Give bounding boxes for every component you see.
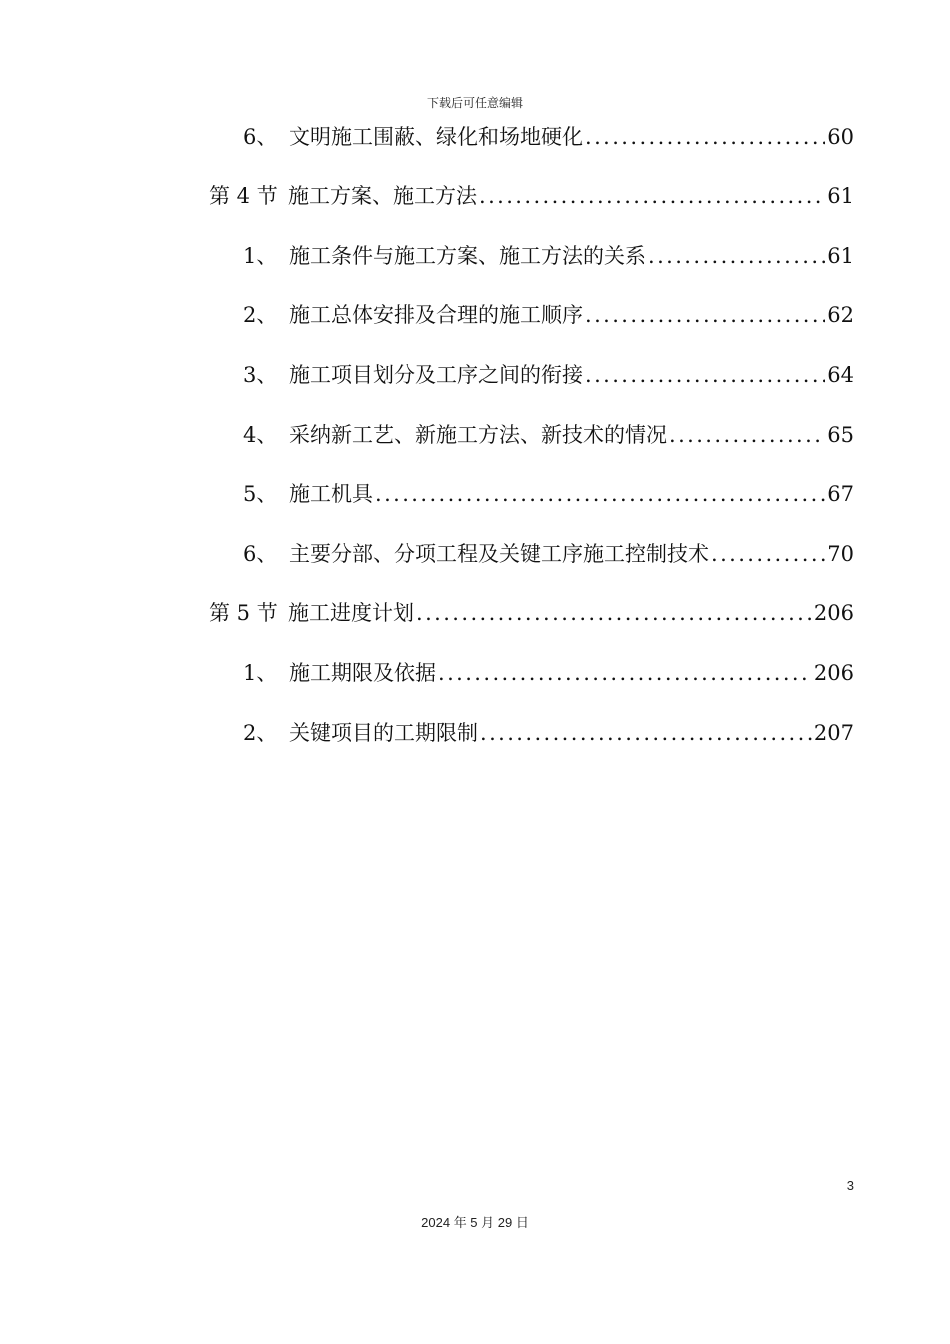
toc-entry[interactable] <box>243 479 854 509</box>
toc-entry[interactable] <box>243 122 854 152</box>
toc-entry-page: 206 <box>813 601 854 625</box>
toc-entry-title: 采纳新工艺、新施工方法、新技术的情况 <box>289 423 667 447</box>
toc-entry-page: 70 <box>827 542 854 566</box>
toc-entry-page: 61 <box>827 184 854 208</box>
header-note: 下载后可任意编辑 <box>426 96 523 110</box>
toc-entry[interactable] <box>243 420 854 450</box>
toc-entry[interactable] <box>209 598 854 628</box>
toc-leader-dots <box>669 420 825 450</box>
toc-entry[interactable] <box>243 718 854 748</box>
toc-leader-dots <box>416 598 812 628</box>
toc-entry-number: 6、 <box>243 542 278 566</box>
toc-leader-dots <box>480 718 812 748</box>
toc-entry-page: 60 <box>827 125 854 149</box>
toc-entry-page: 64 <box>827 363 854 387</box>
toc-leader-dots <box>711 539 825 569</box>
toc-leader-dots <box>438 658 812 688</box>
toc-entry-title: 施工条件与施工方案、施工方法的关系 <box>289 244 646 268</box>
toc-entry[interactable] <box>243 658 854 688</box>
toc-entry-page: 67 <box>827 482 854 506</box>
toc-entry-number: 4、 <box>243 423 278 447</box>
toc-entry[interactable] <box>209 181 854 211</box>
toc-entry-number: 第 5 节 <box>209 601 278 625</box>
toc-entry-title: 施工项目划分及工序之间的衔接 <box>289 363 583 387</box>
toc-leader-dots <box>648 241 825 271</box>
toc-leader-dots <box>585 360 825 390</box>
toc-entry[interactable] <box>243 360 854 390</box>
toc-entry-title: 施工期限及依据 <box>289 661 436 685</box>
toc-entry-number: 1、 <box>243 661 278 685</box>
toc-entry-title: 施工总体安排及合理的施工顺序 <box>289 303 583 327</box>
toc-entry-number: 6、 <box>243 125 278 149</box>
toc-entry-number: 1、 <box>243 244 278 268</box>
footer-date: 2024 年 5 月 29 日 <box>421 1215 529 1230</box>
toc-entry-number: 5、 <box>243 482 278 506</box>
toc-leader-dots <box>479 181 825 211</box>
page-number: 3 <box>846 1178 854 1193</box>
toc-entry-title: 关键项目的工期限制 <box>289 721 478 745</box>
toc-entry-number: 3、 <box>243 363 278 387</box>
toc-entry-number: 2、 <box>243 303 278 327</box>
toc-entry[interactable] <box>243 539 854 569</box>
toc-entry[interactable] <box>243 300 854 330</box>
toc-entry-page: 61 <box>827 244 854 268</box>
toc-entry-page: 62 <box>827 303 854 327</box>
toc-entry-title: 主要分部、分项工程及关键工序施工控制技术 <box>289 542 709 566</box>
toc-leader-dots <box>375 479 825 509</box>
toc-entry-title: 施工机具 <box>289 482 373 506</box>
toc-entry-title: 施工进度计划 <box>288 601 414 625</box>
toc-entry-title: 文明施工围蔽、绿化和场地硬化 <box>289 125 583 149</box>
toc-entry[interactable] <box>243 241 854 271</box>
toc-entry-title: 施工方案、施工方法 <box>288 184 477 208</box>
toc-entry-number: 2、 <box>243 721 278 745</box>
toc-entry-number: 第 4 节 <box>209 184 278 208</box>
toc-leader-dots <box>585 122 825 152</box>
toc-entry-page: 206 <box>813 661 854 685</box>
toc-leader-dots <box>585 300 825 330</box>
toc-entry-page: 207 <box>813 721 854 745</box>
toc-entry-page: 65 <box>827 423 854 447</box>
